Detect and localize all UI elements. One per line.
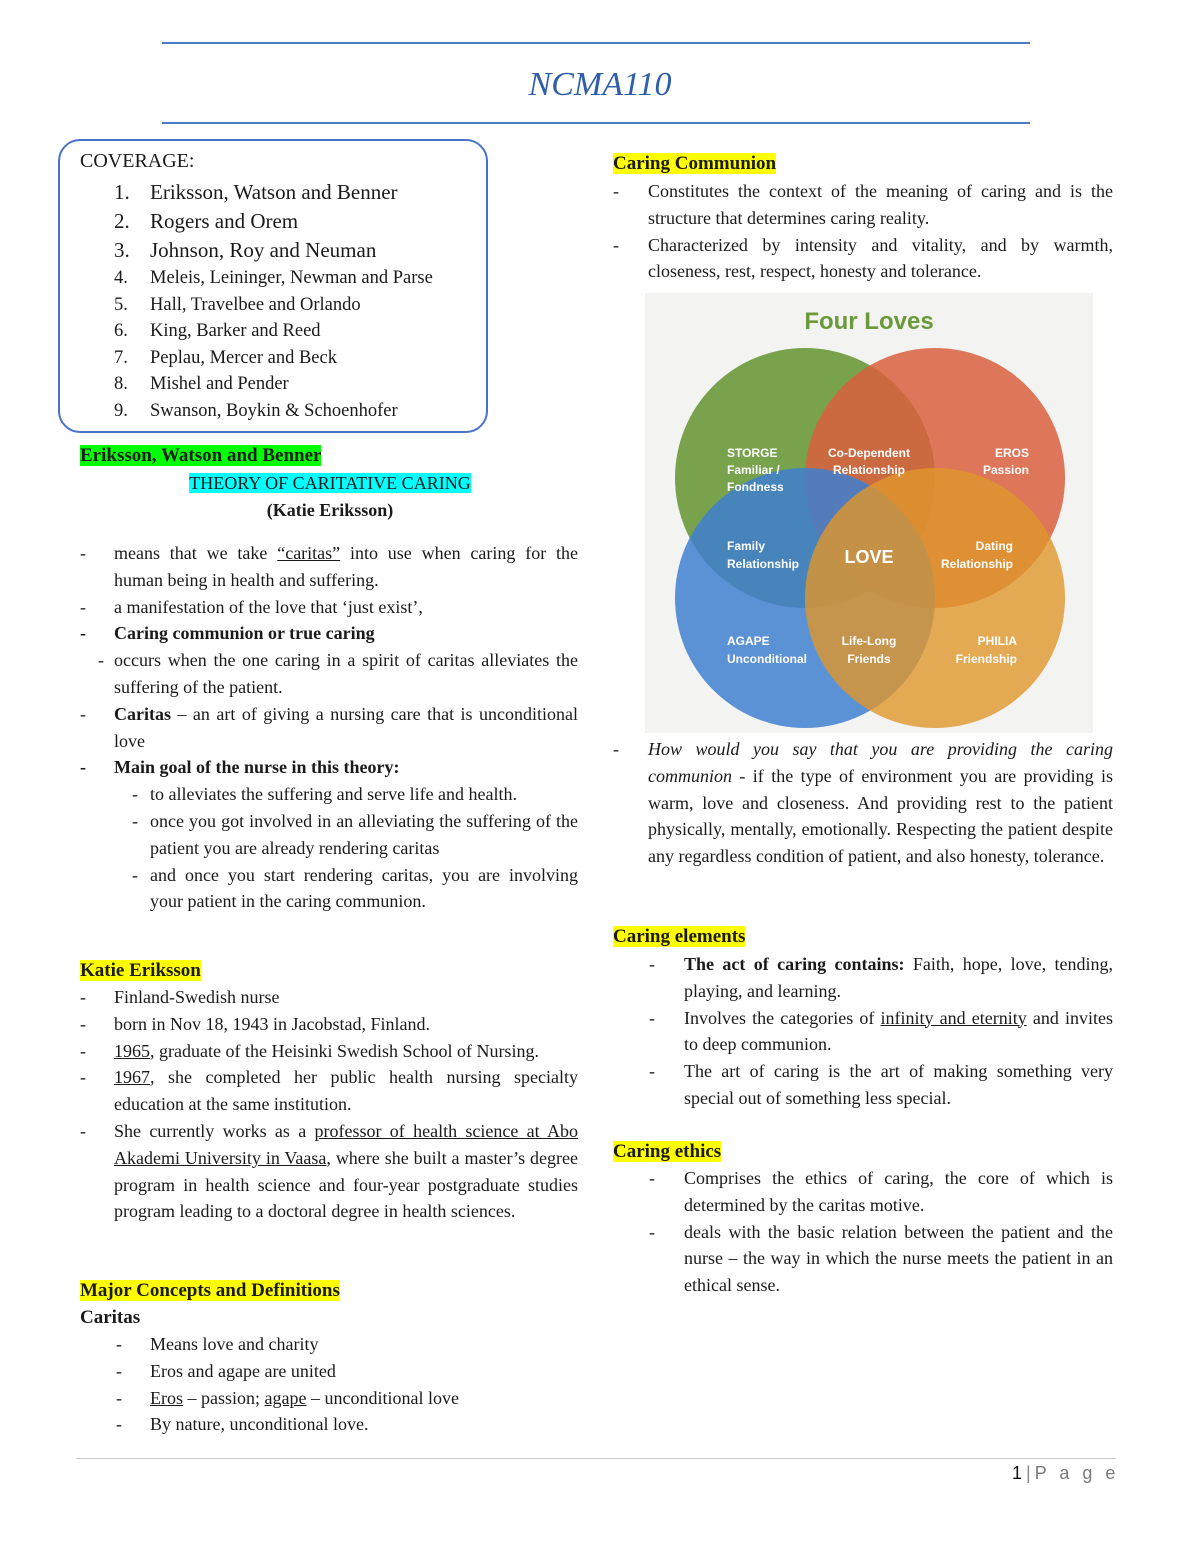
list-item: - How would you say that you are providing the caring communion - if the type of environment you are providing is warm, love and closeness. And providing rest to the patient physically, mentally, emotionally. Respecting the patient despite any regardless condition of patient, and also honesty, tolerance. xyxy=(613,739,1113,867)
four-loves-diagram xyxy=(645,293,1093,733)
list-item: - a manifestation of the love that ‘just exist’, xyxy=(80,596,423,617)
lifelong-label: Life-Long xyxy=(841,634,897,648)
caring-elements-heading: Caring elements xyxy=(613,926,746,947)
theory-title: THEORY OF CARITATIVE CARING xyxy=(189,473,471,493)
list-item: - born in Nov 18, 1943 in Jacobstad, Finland. xyxy=(80,1013,430,1034)
list-item: - 1967, she completed her public health nursing specialty education at the same institution. xyxy=(80,1067,578,1115)
list-item: - Caring communion or true caring xyxy=(80,623,375,644)
katie-heading: Katie Eriksson xyxy=(80,960,201,981)
codependent-label: Co-Dependent xyxy=(828,446,910,460)
agape-sub: Unconditional xyxy=(727,652,807,666)
page-footer xyxy=(1012,1463,1119,1484)
communion-question xyxy=(613,736,1113,870)
list-item: - Constitutes the context of the meaning of caring and is the structure that determines caring reality. xyxy=(613,181,1113,228)
page-number: 1 xyxy=(1012,1463,1023,1483)
philia-circle xyxy=(805,468,1065,728)
codependent-sub: Relationship xyxy=(832,463,906,477)
list-item: - Eros – passion; agape – unconditional love xyxy=(116,1387,459,1408)
section-heading: Eriksson, Watson and Benner xyxy=(80,445,322,466)
list-item: - and once you start rendering caritas, you are involving your patient in the caring communion. xyxy=(132,864,578,912)
left-bullets xyxy=(80,540,578,915)
list-item: - The act of caring contains: Faith, hope, love, tending, playing, and learning. xyxy=(649,954,1113,1001)
list-item: - Finland-Swedish nurse xyxy=(80,987,280,1007)
footer-rule xyxy=(76,1458,1116,1459)
list-item: - 1965, graduate of the Heisinki Swedish School of Nursing. xyxy=(80,1040,539,1061)
list-item: - Eros and agape are united xyxy=(116,1360,336,1381)
list-item: - Involves the categories of infinity and eternity and invites to deep communion. xyxy=(649,1007,1113,1055)
ethics-bullets xyxy=(613,1165,1113,1299)
list-item: - to alleviates the suffering and serve life and health. xyxy=(132,784,518,805)
list-item: - Characterized by intensity and vitality, and by warmth, closeness, rest, respect, honesty and tolerance. xyxy=(613,234,1113,282)
storge-label: STORGE xyxy=(727,446,778,460)
agape-label: AGAPE xyxy=(727,634,770,648)
major-concepts-heading: Major Concepts and Definitions xyxy=(80,1280,340,1301)
love-label: LOVE xyxy=(844,547,894,567)
philia-label: PHILIA xyxy=(977,634,1017,648)
list-item: - Caritas – an art of giving a nursing care that is unconditional love xyxy=(80,703,578,751)
family-label: Family xyxy=(727,539,766,553)
page-label: P a g e xyxy=(1034,1463,1120,1483)
philia-sub: Friendship xyxy=(955,652,1017,666)
eros-label: EROS xyxy=(994,446,1029,460)
theory-author: (Katie Eriksson) xyxy=(266,500,394,520)
coverage-label: COVERAGE: xyxy=(80,150,195,172)
list-item: - Means love and charity xyxy=(116,1334,319,1354)
list-item: - means that we take “caritas” into use when caring for the human being in health and suffering. xyxy=(80,543,579,590)
list-item: - occurs when the one caring in a spirit of caritas alleviates the suffering of the patient. xyxy=(98,650,578,697)
list-item: - Main goal of the nurse in this theory: xyxy=(80,757,400,778)
dating-label: Dating xyxy=(975,539,1013,553)
page-title: NCMA110 xyxy=(528,66,672,103)
list-item: - Comprises the ethics of caring, the core of which is determined by the caritas motive. xyxy=(649,1168,1113,1215)
venn-svg xyxy=(645,293,1093,733)
diagram-title: Four Loves xyxy=(804,308,934,335)
katie-bullets xyxy=(80,984,578,1225)
caritas-heading: Caritas xyxy=(80,1307,141,1328)
header-rule-top xyxy=(162,42,1030,44)
dating-sub: Relationship xyxy=(940,557,1013,571)
elements-bullets xyxy=(613,951,1113,1112)
family-sub: Relationship xyxy=(727,557,800,571)
storge-sub-2: Fondness xyxy=(727,480,784,494)
caring-ethics-heading: Caring ethics xyxy=(613,1141,722,1162)
list-item: - The art of caring is the art of making something very special out of something less special. xyxy=(649,1061,1113,1108)
page-separator: | xyxy=(1026,1463,1031,1483)
eros-sub: Passion xyxy=(982,463,1029,477)
storge-sub-1: Familiar / xyxy=(727,463,780,477)
list-item: - deals with the basic relation between the patient and the nurse – the way in which the nurse meets the patient in an ethical sense. xyxy=(649,1221,1113,1296)
lifelong-sub: Friends xyxy=(847,652,891,666)
communion-bullets xyxy=(613,178,1113,285)
caring-communion-heading: Caring Communion xyxy=(613,153,777,174)
list-item: - once you got involved in an alleviating the suffering of the patient you are already rendering caritas xyxy=(132,810,578,858)
caritas-bullets xyxy=(80,1331,578,1438)
list-item: - She currently works as a professor of health science at Abo Akademi University in Vaasa, where she built a master’s degree program in health science and four-year postgraduate studies program leading to a doctoral degree in health sciences. xyxy=(80,1120,578,1222)
header-rule-bottom xyxy=(162,122,1030,124)
list-item: - By nature, unconditional love. xyxy=(116,1414,369,1435)
